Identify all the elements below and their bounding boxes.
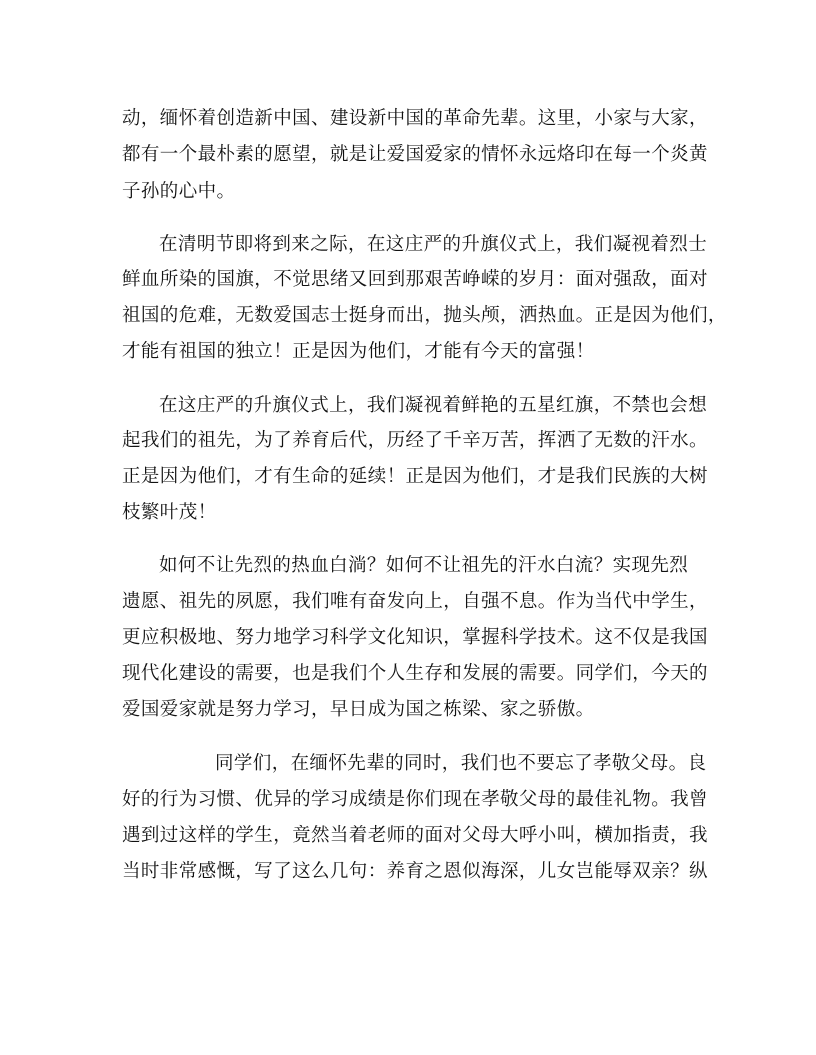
text-line: 都有一个最朴素的愿望，就是让爱国爱家的情怀永远烙印在每一个炎黄 bbox=[122, 144, 708, 165]
text-line: 鲜血所染的国旗，不觉思绪又回到那艰苦峥嵘的岁月：面对强敌，面对 bbox=[122, 269, 708, 290]
text-line: 子孙的心中。 bbox=[122, 181, 236, 202]
text-line: 在这庄严的升旗仪式上，我们凝视着鲜艳的五星红旗，不禁也会想 bbox=[159, 395, 708, 416]
text-line: 现代化建设的需要，也是我们个人生存和发展的需要。同学们，今天的 bbox=[122, 663, 708, 684]
text-line: 在清明节即将到来之际，在这庄严的升旗仪式上，我们凝视着烈士 bbox=[159, 234, 708, 255]
text-line: 更应积极地、努力地学习科学文化知识，掌握科学技术。这不仅是我国 bbox=[122, 627, 708, 648]
text-line: 枝繁叶茂！ bbox=[122, 502, 217, 523]
text-line: 同学们，在缅怀先辈的同时，我们也不要忘了孝敬父母。良 bbox=[215, 753, 707, 774]
text-line: 如何不让先烈的热血白淌？如何不让祖先的汗水白流？实现先烈 bbox=[159, 555, 689, 576]
text-line: 遗愿、祖先的夙愿，我们唯有奋发向上，自强不息。作为当代中学生， bbox=[122, 591, 708, 612]
text-line: 才能有祖国的独立！正是因为他们，才能有今天的富强！ bbox=[122, 341, 595, 362]
text-line: 爱国爱家就是努力学习，早日成为国之栋梁、家之骄傲。 bbox=[122, 699, 595, 720]
text-line: 起我们的祖先，为了养育后代，历经了千辛万苦，挥洒了无数的汗水。 bbox=[122, 430, 708, 451]
text-line: 祖国的危难，无数爱国志士挺身而出，抛头颅，洒热血。正是因为他们， bbox=[122, 305, 727, 326]
text-line: 当时非常感慨，写了这么几句：养育之恩似海深，儿女岂能辱双亲？纵 bbox=[122, 861, 708, 882]
text-line: 好的行为习惯、优异的学习成绩是你们现在孝敬父母的最佳礼物。我曾 bbox=[122, 789, 708, 810]
text-line: 动，缅怀着创造新中国、建设新中国的革命先辈。这里，小家与大家， bbox=[122, 108, 708, 129]
text-line: 遇到过这样的学生，竟然当着老师的面对父母大呼小叫，横加指责，我 bbox=[122, 825, 708, 846]
text-line: 正是因为他们，才有生命的延续！正是因为他们，才是我们民族的大树 bbox=[122, 466, 708, 487]
